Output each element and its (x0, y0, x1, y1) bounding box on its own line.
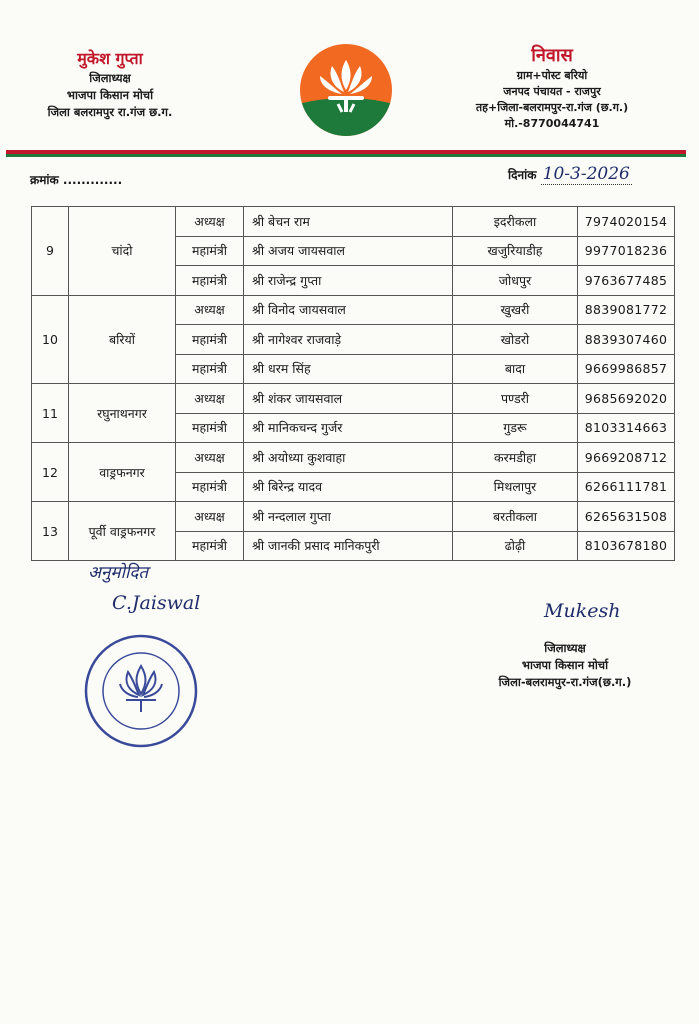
serial-number: 9 (32, 207, 69, 296)
village-name: करमडीहा (453, 443, 578, 473)
phone-number: 8103678180 (578, 531, 675, 561)
block-name: वाड्रफनगर (69, 443, 176, 502)
post-title: महामंत्री (176, 236, 244, 266)
member-name: श्री अजय जायसवाल (244, 236, 453, 266)
organization-name: भाजपा किसान मोर्चा (66, 88, 154, 102)
phone-number: 9977018236 (578, 236, 675, 266)
table-row (32, 207, 675, 237)
village-name: ढोढ़ी (453, 531, 578, 561)
phone-number: 7974020154 (578, 207, 675, 237)
village-name: जोधपुर (453, 266, 578, 296)
signatory-organization: भाजपा किसान मोर्चा (521, 658, 609, 672)
village-name: पण्डरी (453, 384, 578, 414)
phone-number: 8103314663 (578, 413, 675, 443)
member-name: श्री नागेश्वर राजवाड़े (244, 325, 453, 355)
post-title: अध्यक्ष (176, 207, 244, 237)
letterhead-right (452, 44, 652, 132)
serial-number: 11 (32, 384, 69, 443)
header-divider-green (6, 154, 686, 157)
official-seal-icon (82, 632, 200, 750)
phone-number: 9685692020 (578, 384, 675, 414)
member-name: श्री बिरेन्द्र यादव (244, 472, 453, 502)
date-value: 10-3-2026 (542, 164, 630, 184)
approval-note: अनुमोदित (88, 563, 149, 583)
residence-mobile: मो.-8770044741 (504, 117, 600, 130)
table-row (32, 384, 675, 414)
member-name: श्री जानकी प्रसाद मानिकपुरी (244, 531, 453, 561)
village-name: खुखरी (453, 295, 578, 325)
date-label: दिनांक (508, 168, 537, 182)
serial-number: 13 (32, 502, 69, 561)
phone-number: 8839307460 (578, 325, 675, 355)
table-row (32, 295, 675, 325)
block-name: पूर्वी वाड्रफनगर (69, 502, 176, 561)
serial-number: 10 (32, 295, 69, 384)
lotus-logo-icon (298, 42, 394, 138)
post-title: अध्यक्ष (176, 295, 244, 325)
residence-district: तह+जिला-बलरामपुर-रा.गंज (छ.ग.) (475, 101, 629, 114)
signatory-district: जिला-बलरामपुर-रा.गंज(छ.ग.) (498, 675, 632, 689)
table-row (32, 502, 675, 532)
village-name: गुडरू (453, 413, 578, 443)
phone-number: 9669208712 (578, 443, 675, 473)
village-name: बरतीकला (453, 502, 578, 532)
president-designation: जिलाध्यक्ष (89, 71, 131, 85)
village-name: बादा (453, 354, 578, 384)
village-name: इदरीकला (453, 207, 578, 237)
member-name: श्री अयोध्या कुशवाहा (244, 443, 453, 473)
member-name: श्री शंकर जायसवाल (244, 384, 453, 414)
table-row (32, 443, 675, 473)
president-name: मुकेश गुप्ता (77, 49, 143, 68)
phone-number: 9669986857 (578, 354, 675, 384)
member-name: श्री धरम सिंह (244, 354, 453, 384)
residence-village: ग्राम+पोस्ट बरियो (516, 69, 588, 82)
member-name: श्री नन्दलाल गुप्ता (244, 502, 453, 532)
member-name: श्री राजेन्द्र गुप्ता (244, 266, 453, 296)
post-title: महामंत्री (176, 472, 244, 502)
post-title: महामंत्री (176, 531, 244, 561)
residence-title: निवास (531, 45, 573, 66)
phone-number: 8839081772 (578, 295, 675, 325)
post-title: महामंत्री (176, 413, 244, 443)
block-name: चांदो (69, 207, 176, 296)
village-name: खजुरियाडीह (453, 236, 578, 266)
member-name: श्री बेचन राम (244, 207, 453, 237)
signatory-block (480, 640, 650, 691)
member-name: श्री मानिकचन्द गुर्जर (244, 413, 453, 443)
president-signature: Mukesh (544, 600, 621, 622)
member-name: श्री विनोद जायसवाल (244, 295, 453, 325)
phone-number: 6266111781 (578, 472, 675, 502)
residence-panchayat: जनपद पंचायत - राजपुर (503, 85, 601, 98)
village-name: खोडरो (453, 325, 578, 355)
reference-number-label: क्रमांक ............. (30, 173, 123, 187)
post-title: अध्यक्ष (176, 384, 244, 414)
block-name: बरियों (69, 295, 176, 384)
post-title: अध्यक्ष (176, 443, 244, 473)
serial-number: 12 (32, 443, 69, 502)
block-name: रघुनाथनगर (69, 384, 176, 443)
approver-signature: C.Jaiswal (112, 592, 201, 614)
district-name: जिला बलरामपुर रा.गंज छ.ग. (47, 105, 173, 119)
members-table (31, 206, 675, 561)
post-title: महामंत्री (176, 354, 244, 384)
phone-number: 9763677485 (578, 266, 675, 296)
signatory-designation: जिलाध्यक्ष (544, 641, 586, 655)
post-title: अध्यक्ष (176, 502, 244, 532)
phone-number: 6265631508 (578, 502, 675, 532)
village-name: मिथलापुर (453, 472, 578, 502)
letterhead-left (20, 48, 200, 121)
date-field (508, 164, 632, 184)
post-title: महामंत्री (176, 325, 244, 355)
post-title: महामंत्री (176, 266, 244, 296)
